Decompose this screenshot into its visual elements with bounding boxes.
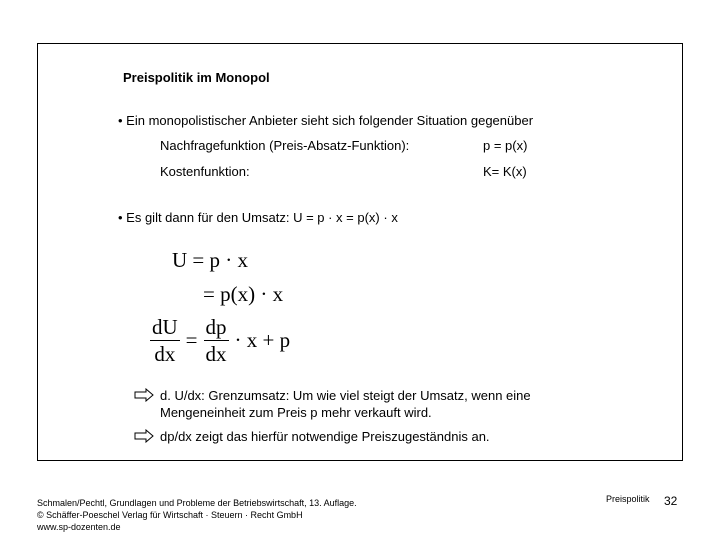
cost-function-label: Kostenfunktion: bbox=[160, 164, 250, 179]
footer-line-2: © Schäffer-Poeschel Verlag für Wirtschaft · Steuern · Recht GmbH bbox=[37, 510, 303, 520]
slide-title: Preispolitik im Monopol bbox=[123, 70, 270, 85]
note-marginal-revenue: d. U/dx: Grenzumsatz: Um wie viel steigt der Umsatz, wenn eine Mengeneinheit zum Preis p mehr verkauft wird. bbox=[160, 388, 531, 420]
demand-function-value: p = p(x) bbox=[483, 138, 528, 153]
arrow-right-icon bbox=[134, 388, 154, 402]
fraction-du-dx-numerator: dU bbox=[152, 315, 178, 339]
equation-tail: · x + p bbox=[234, 328, 291, 352]
footer-citation bbox=[37, 497, 357, 533]
fraction-du-dx bbox=[150, 314, 180, 367]
fraction-dp-dx-denominator: dx bbox=[205, 342, 227, 366]
fraction-dp-dx bbox=[204, 314, 229, 367]
fraction-dp-dx-numerator: dp bbox=[205, 315, 227, 339]
cost-function-value: K= K(x) bbox=[483, 164, 527, 179]
footer-line-3: www.sp-dozenten.de bbox=[37, 522, 121, 532]
bullet-situation: • Ein monopolistischer Anbieter sieht sich folgender Situation gegenüber bbox=[118, 113, 534, 128]
fraction-du-dx-denominator: dx bbox=[154, 342, 176, 366]
footer-line-1: Schmalen/Pechtl, Grundlagen und Probleme der Betriebswirtschaft, 13. Auflage. bbox=[37, 498, 357, 508]
derivative-equation bbox=[150, 314, 290, 367]
footer-section: Preispolitik bbox=[606, 494, 650, 504]
note-price-concession: dp/dx zeigt das hierfür notwendige Preiszugeständnis an. bbox=[160, 429, 490, 444]
bullet-revenue: • Es gilt dann für den Umsatz: U = p · x = p(x) · x bbox=[118, 210, 398, 225]
demand-function-label: Nachfragefunktion (Preis-Absatz-Funktion): bbox=[160, 138, 410, 153]
equation-line-2: = p(x) · x bbox=[203, 282, 284, 306]
page-number: 32 bbox=[664, 494, 678, 508]
equals-sign: = bbox=[185, 328, 198, 352]
arrow-right-icon bbox=[134, 429, 154, 443]
equation-line-1: U = p · x bbox=[172, 248, 249, 272]
